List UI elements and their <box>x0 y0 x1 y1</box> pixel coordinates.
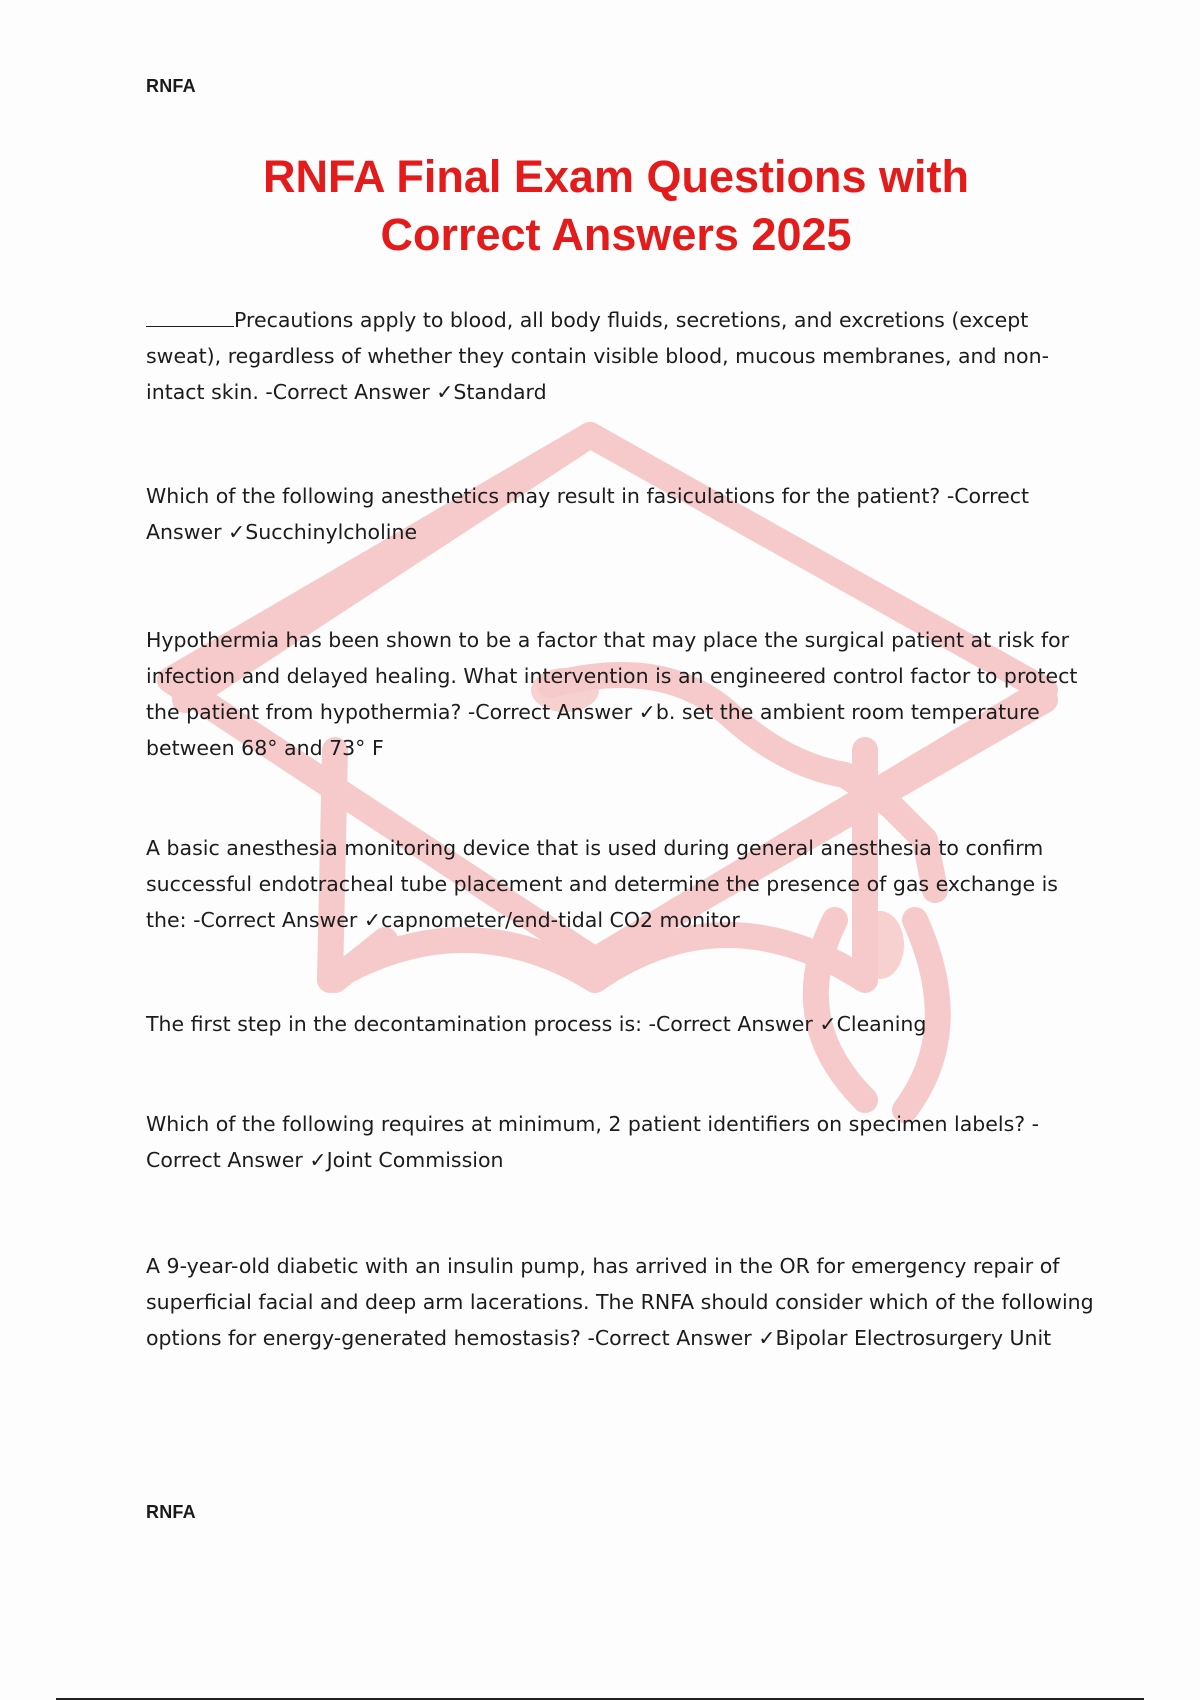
answer-text: capnometer/end-tidal CO2 monitor <box>381 908 740 932</box>
answer-text: Joint Commission <box>326 1148 504 1172</box>
title-line-2: Correct Answers 2025 <box>380 209 852 260</box>
answer-prefix: -Correct Answer <box>265 380 430 404</box>
answer-text: Standard <box>453 380 547 404</box>
answer-text: b. set the ambient room temperature between 68° and 73° F <box>146 700 1040 760</box>
document-footer: RNFA <box>146 1502 196 1522</box>
question-item-5 <box>146 1006 1096 1042</box>
answer-prefix: -Correct Answer <box>587 1326 752 1350</box>
document-header: RNFA <box>146 76 196 96</box>
question-item-6 <box>146 1106 1096 1178</box>
question-text: A 9-year-old diabetic with an insulin pump, has arrived in the OR for emergency repair of superficial facial and deep arm lacerations. The RNFA should consider which of the following options for energy-generated hemostasis? <box>146 1254 1094 1350</box>
title-line-1: RNFA Final Exam Questions with <box>263 151 969 202</box>
question-item-1 <box>146 302 1096 410</box>
checkmark-icon: ✓ <box>638 700 656 724</box>
answer-prefix: -Correct Answer <box>146 1112 1040 1172</box>
question-item-4 <box>146 830 1096 938</box>
checkmark-icon: ✓ <box>819 1012 837 1036</box>
question-text: Precautions apply to blood, all body fluids, secretions, and excretions (except sweat), regardless of whether they contain visible blood, mucous membranes, and non-intact skin. <box>146 308 1049 404</box>
question-text: Which of the following requires at minimum, 2 patient identifiers on specimen labels? <box>146 1112 1026 1136</box>
checkmark-icon: ✓ <box>758 1326 776 1350</box>
checkmark-icon: ✓ <box>228 520 246 544</box>
answer-prefix: -Correct Answer <box>146 484 1030 544</box>
question-text: A basic anesthesia monitoring device that is used during general anesthesia to confirm successful endotracheal tube placement and determine the presence of gas exchange is the: <box>146 836 1058 932</box>
question-text: The first step in the decontamination process is: <box>146 1012 643 1036</box>
checkmark-icon: ✓ <box>436 380 454 404</box>
question-text: Hypothermia has been shown to be a factor that may place the surgical patient at risk for infection and delayed healing. What intervention is an engineered control factor to protect the patient from hypothermia? <box>146 628 1078 724</box>
fill-in-blank <box>146 308 234 327</box>
answer-prefix: -Correct Answer <box>467 700 633 724</box>
question-item-7 <box>146 1248 1096 1356</box>
document-title <box>146 148 1086 264</box>
answer-prefix: -Correct Answer <box>648 1012 813 1036</box>
question-item-3 <box>146 622 1096 766</box>
answer-text: Succhinylcholine <box>245 520 418 544</box>
answer-text: Bipolar Electrosurgery Unit <box>775 1326 1052 1350</box>
answer-text: Cleaning <box>836 1012 927 1036</box>
question-item-2 <box>146 478 1096 550</box>
checkmark-icon: ✓ <box>363 908 382 932</box>
checkmark-icon: ✓ <box>309 1148 327 1172</box>
question-text: Which of the following anesthetics may result in fasiculations for the patient? <box>146 484 941 508</box>
answer-prefix: -Correct Answer <box>193 908 358 932</box>
